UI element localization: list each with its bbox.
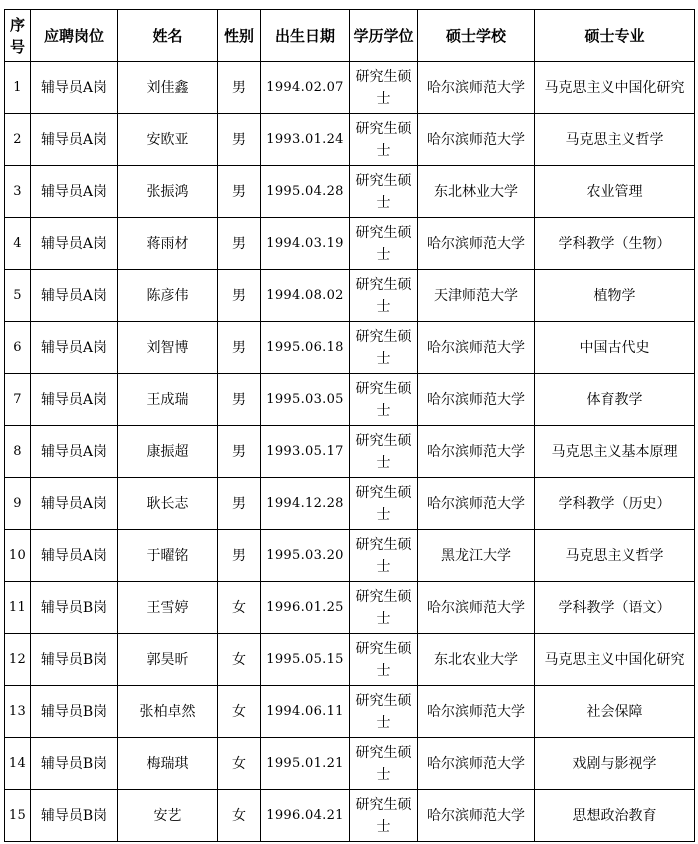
cell-seq: 6: [5, 322, 31, 374]
cell-gender: 女: [218, 790, 261, 842]
cell-school: 哈尔滨师范大学: [418, 790, 535, 842]
cell-edu: 研究生硕士: [350, 426, 418, 478]
cell-position: 辅导员A岗: [31, 530, 118, 582]
cell-gender: 男: [218, 218, 261, 270]
cell-school: 黑龙江大学: [418, 530, 535, 582]
cell-birth: 1995.03.05: [261, 374, 350, 426]
cell-edu: 研究生硕士: [350, 582, 418, 634]
cell-school: 哈尔滨师范大学: [418, 582, 535, 634]
cell-birth: 1993.01.24: [261, 114, 350, 166]
cell-birth: 1994.12.28: [261, 478, 350, 530]
cell-school: 东北农业大学: [418, 634, 535, 686]
cell-gender: 男: [218, 426, 261, 478]
table-row: [5, 634, 695, 686]
cell-school: 哈尔滨师范大学: [418, 426, 535, 478]
cell-birth: 1993.05.17: [261, 426, 350, 478]
cell-seq: 4: [5, 218, 31, 270]
header-row: [5, 10, 695, 62]
cell-major: 农业管理: [535, 166, 695, 218]
cell-edu: 研究生硕士: [350, 374, 418, 426]
cell-name: 张振鸿: [118, 166, 218, 218]
table-row: [5, 322, 695, 374]
cell-seq: 9: [5, 478, 31, 530]
cell-position: 辅导员A岗: [31, 374, 118, 426]
table-row: [5, 114, 695, 166]
cell-school: 哈尔滨师范大学: [418, 478, 535, 530]
cell-gender: 男: [218, 374, 261, 426]
table-row: [5, 738, 695, 790]
cell-position: 辅导员B岗: [31, 634, 118, 686]
cell-position: 辅导员A岗: [31, 426, 118, 478]
table-row: [5, 62, 695, 114]
table-row: [5, 374, 695, 426]
cell-birth: 1995.05.15: [261, 634, 350, 686]
cell-position: 辅导员B岗: [31, 686, 118, 738]
table-row: [5, 478, 695, 530]
cell-seq: 10: [5, 530, 31, 582]
cell-edu: 研究生硕士: [350, 114, 418, 166]
cell-position: 辅导员A岗: [31, 478, 118, 530]
table-row: [5, 582, 695, 634]
cell-birth: 1995.03.20: [261, 530, 350, 582]
cell-position: 辅导员B岗: [31, 582, 118, 634]
table-body: [5, 62, 695, 842]
cell-name: 王雪婷: [118, 582, 218, 634]
cell-seq: 14: [5, 738, 31, 790]
cell-gender: 男: [218, 62, 261, 114]
cell-gender: 女: [218, 686, 261, 738]
cell-major: 马克思主义哲学: [535, 530, 695, 582]
cell-school: 哈尔滨师范大学: [418, 114, 535, 166]
cell-seq: 1: [5, 62, 31, 114]
cell-seq: 15: [5, 790, 31, 842]
cell-major: 中国古代史: [535, 322, 695, 374]
cell-gender: 男: [218, 530, 261, 582]
cell-school: 哈尔滨师范大学: [418, 62, 535, 114]
cell-birth: 1995.01.21: [261, 738, 350, 790]
cell-major: 学科教学（历史）: [535, 478, 695, 530]
cell-gender: 女: [218, 738, 261, 790]
header-gender: 性别: [218, 10, 261, 62]
cell-major: 马克思主义哲学: [535, 114, 695, 166]
cell-major: 马克思主义中国化研究: [535, 62, 695, 114]
table-row: [5, 530, 695, 582]
header-edu: 学历学位: [350, 10, 418, 62]
cell-birth: 1996.01.25: [261, 582, 350, 634]
cell-major: 学科教学（生物）: [535, 218, 695, 270]
cell-major: 体育教学: [535, 374, 695, 426]
cell-major: 学科教学（语文）: [535, 582, 695, 634]
cell-position: 辅导员A岗: [31, 166, 118, 218]
cell-edu: 研究生硕士: [350, 478, 418, 530]
header-major: 硕士专业: [535, 10, 695, 62]
cell-birth: 1994.02.07: [261, 62, 350, 114]
cell-gender: 男: [218, 270, 261, 322]
cell-name: 康振超: [118, 426, 218, 478]
table-row: [5, 426, 695, 478]
table-row: [5, 218, 695, 270]
cell-name: 安欧亚: [118, 114, 218, 166]
header-position: 应聘岗位: [31, 10, 118, 62]
cell-name: 张柏卓然: [118, 686, 218, 738]
table-row: [5, 686, 695, 738]
cell-birth: 1996.04.21: [261, 790, 350, 842]
cell-seq: 3: [5, 166, 31, 218]
cell-gender: 男: [218, 114, 261, 166]
cell-edu: 研究生硕士: [350, 738, 418, 790]
cell-position: 辅导员B岗: [31, 790, 118, 842]
cell-seq: 11: [5, 582, 31, 634]
cell-edu: 研究生硕士: [350, 686, 418, 738]
table-row: [5, 166, 695, 218]
cell-edu: 研究生硕士: [350, 218, 418, 270]
cell-major: 植物学: [535, 270, 695, 322]
cell-name: 郭昊昕: [118, 634, 218, 686]
table-row: [5, 270, 695, 322]
cell-major: 马克思主义基本原理: [535, 426, 695, 478]
cell-name: 陈彦伟: [118, 270, 218, 322]
header-birth: 出生日期: [261, 10, 350, 62]
cell-school: 天津师范大学: [418, 270, 535, 322]
cell-edu: 研究生硕士: [350, 790, 418, 842]
cell-major: 思想政治教育: [535, 790, 695, 842]
cell-seq: 13: [5, 686, 31, 738]
header-name: 姓名: [118, 10, 218, 62]
cell-position: 辅导员A岗: [31, 218, 118, 270]
cell-birth: 1995.04.28: [261, 166, 350, 218]
cell-edu: 研究生硕士: [350, 322, 418, 374]
cell-name: 安艺: [118, 790, 218, 842]
cell-edu: 研究生硕士: [350, 62, 418, 114]
cell-birth: 1994.03.19: [261, 218, 350, 270]
cell-school: 东北林业大学: [418, 166, 535, 218]
cell-name: 于曜铭: [118, 530, 218, 582]
cell-birth: 1995.06.18: [261, 322, 350, 374]
cell-name: 蒋雨材: [118, 218, 218, 270]
cell-edu: 研究生硕士: [350, 270, 418, 322]
cell-gender: 女: [218, 634, 261, 686]
cell-school: 哈尔滨师范大学: [418, 686, 535, 738]
cell-birth: 1994.06.11: [261, 686, 350, 738]
cell-seq: 7: [5, 374, 31, 426]
cell-school: 哈尔滨师范大学: [418, 738, 535, 790]
cell-gender: 男: [218, 478, 261, 530]
cell-gender: 男: [218, 322, 261, 374]
cell-name: 刘智博: [118, 322, 218, 374]
cell-position: 辅导员A岗: [31, 114, 118, 166]
cell-seq: 12: [5, 634, 31, 686]
cell-name: 王成瑞: [118, 374, 218, 426]
cell-position: 辅导员A岗: [31, 270, 118, 322]
cell-school: 哈尔滨师范大学: [418, 374, 535, 426]
cell-birth: 1994.08.02: [261, 270, 350, 322]
cell-name: 耿长志: [118, 478, 218, 530]
cell-major: 社会保障: [535, 686, 695, 738]
cell-position: 辅导员B岗: [31, 738, 118, 790]
header-seq: 序号: [5, 10, 31, 62]
cell-edu: 研究生硕士: [350, 166, 418, 218]
header-school: 硕士学校: [418, 10, 535, 62]
table-row: [5, 790, 695, 842]
table-header: [5, 10, 695, 62]
cell-school: 哈尔滨师范大学: [418, 218, 535, 270]
cell-position: 辅导员A岗: [31, 322, 118, 374]
cell-gender: 女: [218, 582, 261, 634]
cell-name: 刘佳鑫: [118, 62, 218, 114]
cell-seq: 8: [5, 426, 31, 478]
candidate-table: [4, 9, 695, 842]
cell-seq: 2: [5, 114, 31, 166]
cell-school: 哈尔滨师范大学: [418, 322, 535, 374]
cell-edu: 研究生硕士: [350, 530, 418, 582]
cell-position: 辅导员A岗: [31, 62, 118, 114]
results-table-container: [4, 9, 695, 842]
cell-seq: 5: [5, 270, 31, 322]
cell-major: 戏剧与影视学: [535, 738, 695, 790]
cell-gender: 男: [218, 166, 261, 218]
cell-name: 梅瑞琪: [118, 738, 218, 790]
cell-major: 马克思主义中国化研究: [535, 634, 695, 686]
cell-edu: 研究生硕士: [350, 634, 418, 686]
